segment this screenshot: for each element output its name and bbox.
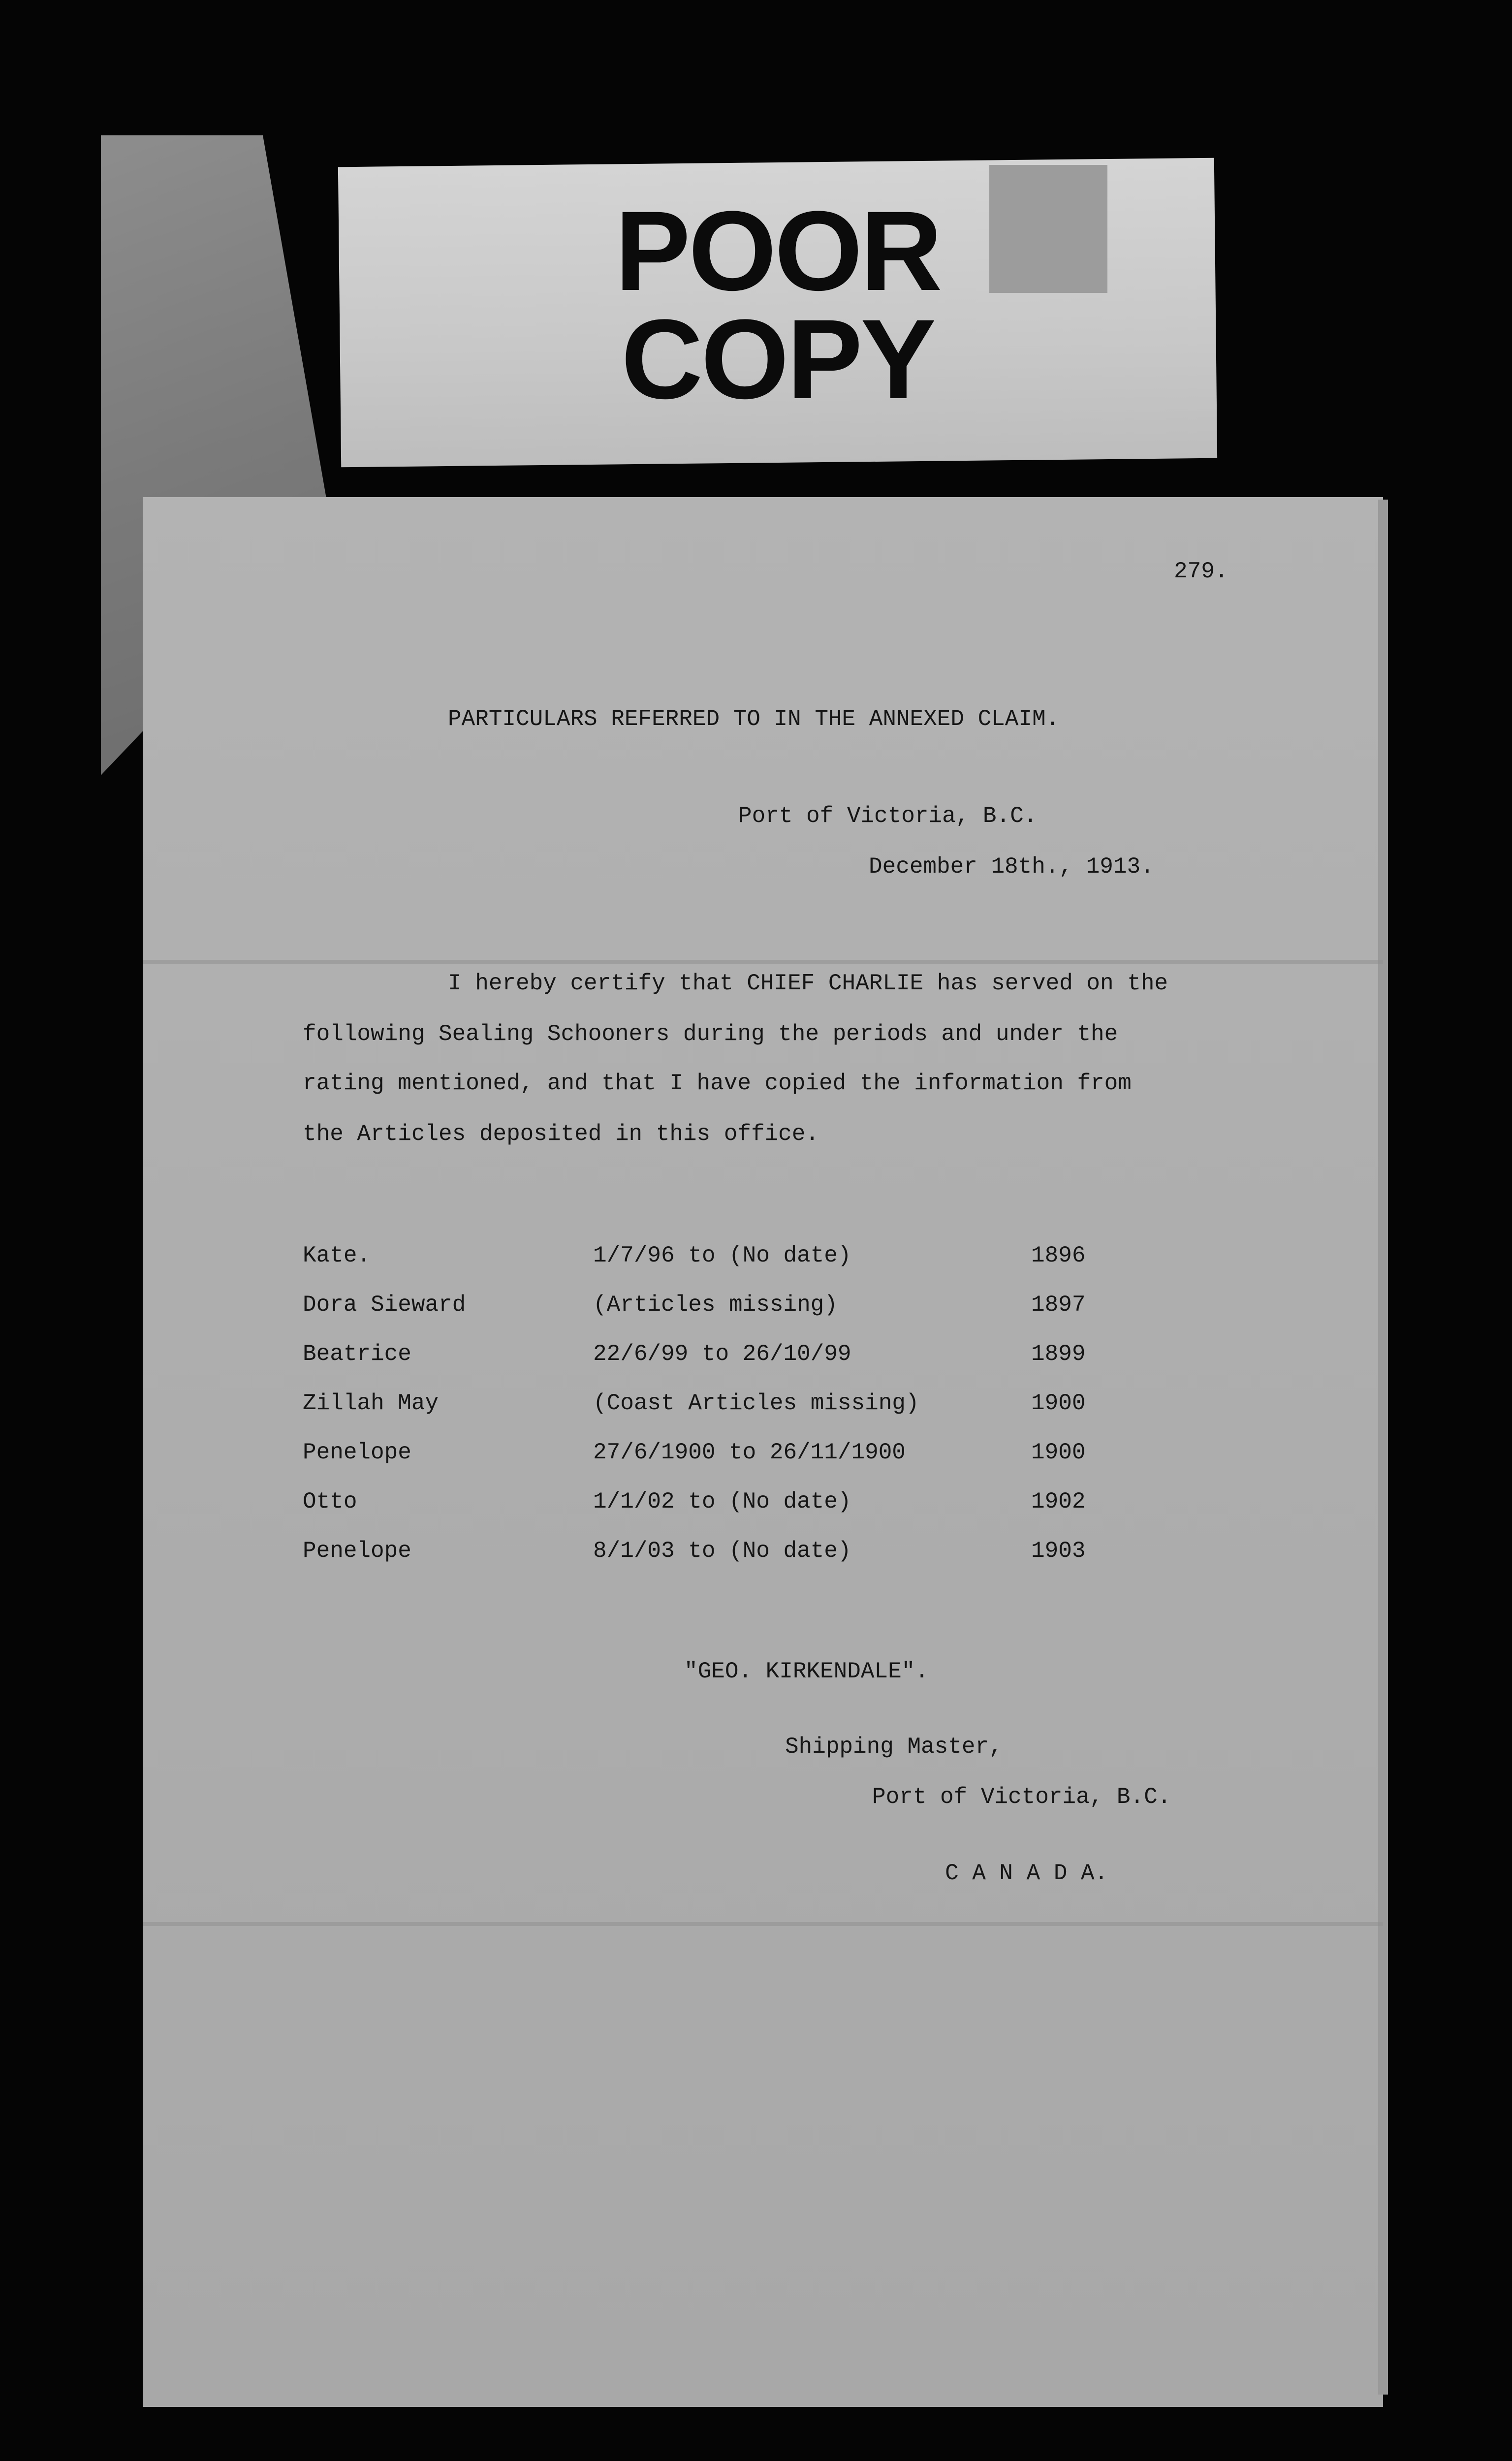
certification-line: rating mentioned, and that I have copied the information from: [303, 1071, 1132, 1096]
poor-copy-stamp: [340, 188, 1216, 422]
document-edge: [1378, 500, 1388, 2395]
service-period: 22/6/99 to 26/10/99: [593, 1341, 851, 1367]
signature: "GEO. KIRKENDALE".: [684, 1659, 929, 1684]
service-year: 1902: [1031, 1489, 1086, 1514]
banner-line-1: POOR: [615, 188, 941, 314]
schooner-name: Kate.: [303, 1243, 371, 1268]
service-year: 1899: [1031, 1341, 1086, 1367]
country: C A N A D A.: [945, 1861, 1108, 1886]
certification-line: the Articles deposited in this office.: [303, 1121, 819, 1147]
document-heading: PARTICULARS REFERRED TO IN THE ANNEXED CLAIM.: [448, 706, 1060, 732]
service-year: 1903: [1031, 1538, 1086, 1564]
schooner-name: Beatrice: [303, 1341, 411, 1367]
certification-line: following Sealing Schooners during the periods and under the: [303, 1021, 1118, 1047]
service-period: 8/1/03 to (No date): [593, 1538, 851, 1564]
service-period: (Coast Articles missing): [593, 1390, 919, 1416]
port-line: Port of Victoria, B.C.: [738, 803, 1038, 829]
service-year: 1896: [1031, 1243, 1086, 1268]
schooner-name: Otto: [303, 1489, 357, 1514]
schooner-name: Dora Sieward: [303, 1292, 466, 1318]
service-period: 27/6/1900 to 26/11/1900: [593, 1440, 906, 1465]
schooner-name: Penelope: [303, 1440, 411, 1465]
service-year: 1900: [1031, 1440, 1086, 1465]
date-line: December 18th., 1913.: [869, 854, 1154, 880]
page-number: 279.: [1174, 559, 1228, 584]
banner-line-2: COPY: [621, 296, 934, 422]
service-period: (Articles missing): [593, 1292, 838, 1318]
fold-line: [143, 1922, 1383, 1926]
service-period: 1/7/96 to (No date): [593, 1243, 851, 1268]
service-period: 1/1/02 to (No date): [593, 1489, 851, 1514]
fold-line: [143, 960, 1383, 964]
signatory-title: Shipping Master,: [785, 1734, 1003, 1760]
service-year: 1900: [1031, 1390, 1086, 1416]
service-year: 1897: [1031, 1292, 1086, 1318]
signatory-port: Port of Victoria, B.C.: [872, 1784, 1171, 1810]
schooner-name: Penelope: [303, 1538, 411, 1564]
schooner-name: Zillah May: [303, 1390, 439, 1416]
certification-line: I hereby certify that CHIEF CHARLIE has served on the: [448, 971, 1168, 996]
